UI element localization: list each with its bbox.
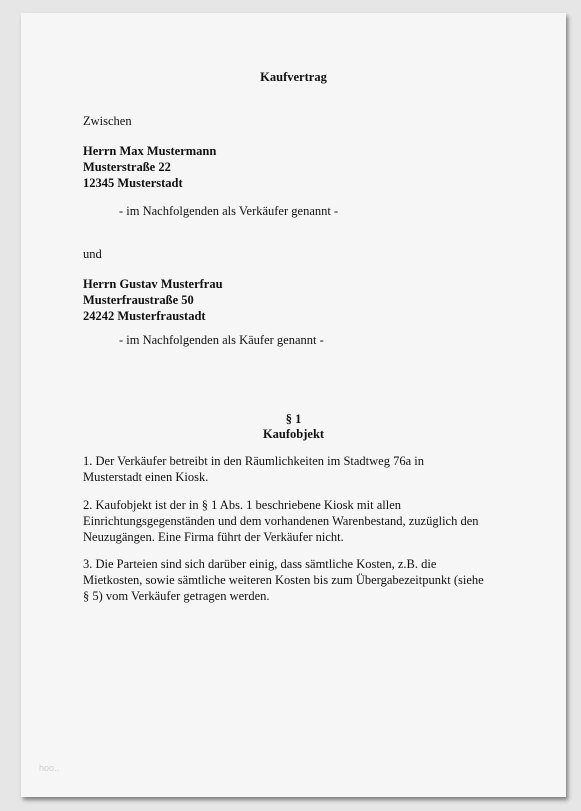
seller-city: 12345 Musterstadt — [83, 176, 183, 190]
document-title: Kaufvertrag — [260, 70, 327, 84]
buyer-role-note: - im Nachfolgenden als Käufer genannt - — [119, 333, 324, 347]
document-page — [21, 13, 566, 797]
seller-name: Herrn Max Mustermann — [83, 144, 217, 158]
paragraph-2 — [83, 497, 513, 545]
conjunction-text: und — [83, 247, 102, 261]
buyer-city: 24242 Musterfraustadt — [83, 309, 206, 323]
paragraph-line: 2. Kaufobjekt ist der in § 1 Abs. 1 beschriebene Kiosk mit allen — [83, 498, 401, 512]
paragraph-line: Mietkosten, sowie sämtliche weiteren Kosten bis zum Übergabezeitpunkt (siehe — [83, 573, 484, 587]
section-number: § 1 — [285, 412, 302, 426]
section-heading: Kaufobjekt — [262, 427, 325, 441]
watermark-text: hoo.. — [39, 763, 60, 773]
paragraph-1 — [83, 453, 513, 485]
paragraph-line: Neuzugängen. Eine Firma führt der Verkäufer nicht. — [83, 530, 344, 544]
seller-address — [83, 143, 216, 191]
paragraph-line: § 5) vom Verkäufer getragen werden. — [83, 589, 270, 603]
paragraph-line: Einrichtungsgegenständen und dem vorhandenen Warenbestand, zuzüglich den — [83, 514, 479, 528]
paragraph-line: 3. Die Parteien sind sich darüber einig, dass sämtliche Kosten, z.B. die — [83, 557, 437, 571]
buyer-address — [83, 276, 223, 324]
paragraph-line: 1. Der Verkäufer betreibt in den Räumlichkeiten im Stadtweg 76a in — [83, 454, 424, 468]
buyer-name: Herrn Gustav Musterfrau — [83, 277, 223, 291]
intro-text: Zwischen — [83, 114, 132, 128]
paragraph-line: Musterstadt einen Kiosk. — [83, 470, 209, 484]
seller-role-note: - im Nachfolgenden als Verkäufer genannt - — [119, 204, 339, 218]
buyer-street: Musterfraustraße 50 — [83, 293, 194, 307]
seller-street: Musterstraße 22 — [83, 160, 171, 174]
paragraph-3 — [83, 556, 513, 604]
